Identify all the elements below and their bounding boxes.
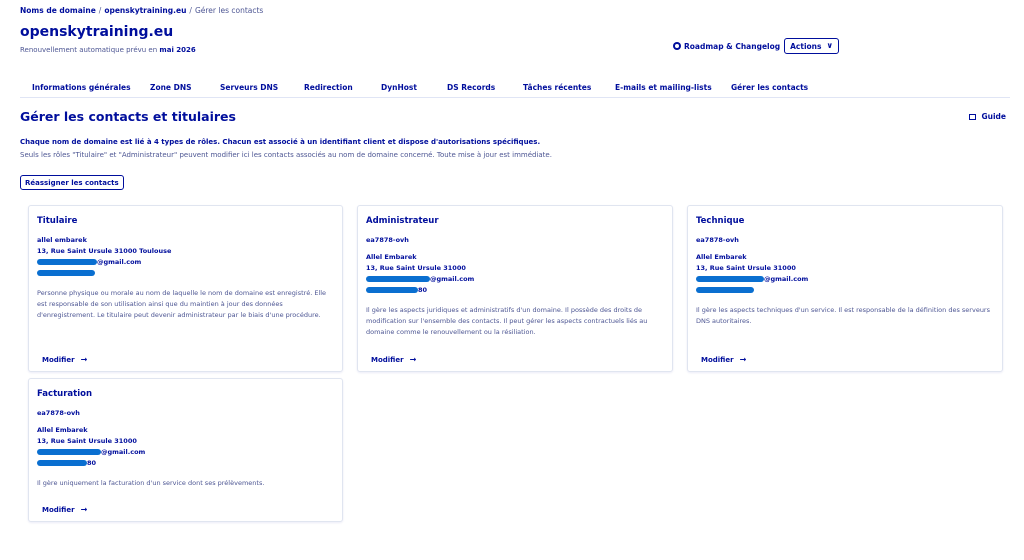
reassign-contacts-button[interactable]: Réassigner les contacts — [20, 175, 124, 190]
contact-name: Allel Embarek — [696, 253, 747, 261]
breadcrumb-domain[interactable]: openskytraining.eu — [104, 6, 187, 15]
contact-card-admin — [357, 205, 673, 372]
domain-title: openskytraining.eu — [20, 24, 174, 40]
contact-email — [696, 274, 994, 285]
tab-general-info[interactable]: Informations générales — [32, 83, 131, 92]
modify-label: Modifier — [42, 505, 75, 514]
modify-label: Modifier — [371, 355, 404, 364]
arrow-right-icon: → — [739, 355, 747, 364]
phone-suffix: 80 — [87, 459, 97, 467]
intro-bold-text: Chaque nom de domaine est lié à 4 types de rôles. Chacun est associé à un identifiant client et dispose d'autorisations spécifiques. — [20, 138, 541, 146]
contact-name: Allel Embarek — [366, 253, 417, 261]
email-suffix: @gmail.com — [101, 448, 146, 456]
page-title: Gérer les contacts et titulaires — [20, 109, 236, 124]
contact-email — [37, 257, 334, 268]
contact-name: allel embarek — [37, 236, 87, 244]
modify-holder-link[interactable] — [42, 355, 87, 364]
tab-ds-records[interactable]: DS Records — [447, 83, 496, 92]
modify-admin-link[interactable] — [371, 355, 416, 364]
arrow-right-icon: → — [80, 355, 88, 364]
card-title: Administrateur — [366, 216, 439, 226]
role-description: Il gère uniquement la facturation d'un service dont ses prélèvements. — [37, 479, 265, 487]
breadcrumb-separator: / — [98, 6, 102, 15]
breadcrumb — [20, 6, 263, 15]
arrow-right-icon: → — [409, 355, 417, 364]
header-actions — [673, 38, 839, 54]
tab-dns-zone[interactable]: Zone DNS — [150, 83, 192, 92]
card-title: Technique — [696, 216, 745, 226]
redaction-mark — [366, 276, 430, 282]
contact-address: 13, Rue Saint Ursule 31000 — [696, 264, 796, 272]
tab-recent-tasks[interactable]: Tâches récentes — [523, 83, 592, 92]
contact-email — [37, 447, 334, 458]
contact-address: 13, Rue Saint Ursule 31000 — [366, 264, 466, 272]
redaction-mark — [37, 460, 87, 466]
tab-dns-servers[interactable]: Serveurs DNS — [220, 83, 279, 92]
modify-label: Modifier — [42, 355, 75, 364]
contact-card-tech — [687, 205, 1003, 372]
tab-emails[interactable]: E-mails et mailing-lists — [615, 83, 712, 92]
contact-nic: ea7878-ovh — [366, 236, 409, 244]
tab-dynhost[interactable]: DynHost — [381, 83, 417, 92]
role-description: Personne physique ou morale au nom de laquelle le nom de domaine est enregistré. Elle est responsable de son utilisation ainsi que du maintien à jour des données d'enregistrement. Le titulaire peut devenir administrateur par le biais d'une procédure. — [37, 289, 327, 319]
contact-card-holder — [28, 205, 343, 372]
breadcrumb-domains[interactable]: Noms de domaine — [20, 6, 96, 15]
phone-suffix: 80 — [418, 286, 428, 294]
renewal-info — [20, 46, 196, 54]
tab-manage-contacts[interactable]: Gérer les contacts — [731, 83, 809, 92]
breadcrumb-current: Gérer les contacts — [194, 6, 264, 15]
github-icon — [673, 42, 681, 50]
contact-address: 13, Rue Saint Ursule 31000 — [37, 437, 137, 445]
contact-name: Allel Embarek — [37, 426, 88, 434]
guide-link[interactable] — [969, 112, 1006, 121]
redaction-mark — [37, 270, 95, 276]
role-description: Il gère les aspects juridiques et administratifs d'un domaine. Il possède des droits de modification sur l'ensemble des contacts. Il peut gérer les aspects contractuels liés au domaine comme le renouvellement ou la résiliation. — [366, 306, 648, 336]
redaction-mark — [696, 276, 764, 282]
contact-email — [366, 274, 664, 285]
intro-text: Seuls les rôles "Titulaire" et "Administrateur" peuvent modifier ici les contacts associés au nom de domaine concerné. Toute mise à jour est immédiate. — [20, 151, 552, 159]
modify-billing-link[interactable] — [42, 505, 87, 514]
roadmap-label: Roadmap & Changelog — [683, 41, 781, 51]
email-suffix: @gmail.com — [97, 258, 142, 266]
tab-redirection[interactable]: Redirection — [304, 83, 353, 92]
redaction-mark — [37, 259, 97, 265]
contact-nic: ea7878-ovh — [37, 409, 80, 417]
modify-label: Modifier — [701, 355, 734, 364]
chevron-down-icon: ∨ — [826, 41, 833, 50]
email-suffix: @gmail.com — [764, 275, 809, 283]
modify-tech-link[interactable] — [701, 355, 746, 364]
card-title: Titulaire — [37, 216, 78, 226]
role-description: Il gère les aspects techniques d'un service. Il est responsable de la définition des serveurs DNS autoritaires. — [696, 306, 990, 325]
renewal-date: mai 2026 — [159, 46, 196, 54]
contact-nic: ea7878-ovh — [696, 236, 739, 244]
guide-label: Guide — [981, 112, 1006, 121]
arrow-right-icon: → — [80, 505, 88, 514]
contact-card-billing — [28, 378, 343, 522]
breadcrumb-separator: / — [189, 6, 192, 15]
actions-button[interactable] — [784, 38, 839, 54]
actions-label: Actions — [790, 41, 822, 51]
contact-phone — [366, 285, 664, 296]
contact-phone — [37, 458, 334, 469]
roadmap-link[interactable] — [673, 42, 780, 51]
redaction-mark — [37, 449, 101, 455]
card-title: Facturation — [37, 389, 92, 399]
email-suffix: @gmail.com — [430, 275, 475, 283]
renewal-prefix: Renouvellement automatique prévu en — [20, 46, 158, 54]
tab-bar — [20, 78, 1010, 98]
redaction-mark — [366, 287, 418, 293]
redaction-mark — [696, 287, 754, 293]
contact-address: 13, Rue Saint Ursule 31000 Toulouse — [37, 247, 172, 255]
contact-phone — [37, 268, 334, 279]
contact-phone — [696, 285, 994, 296]
book-icon — [969, 114, 976, 120]
